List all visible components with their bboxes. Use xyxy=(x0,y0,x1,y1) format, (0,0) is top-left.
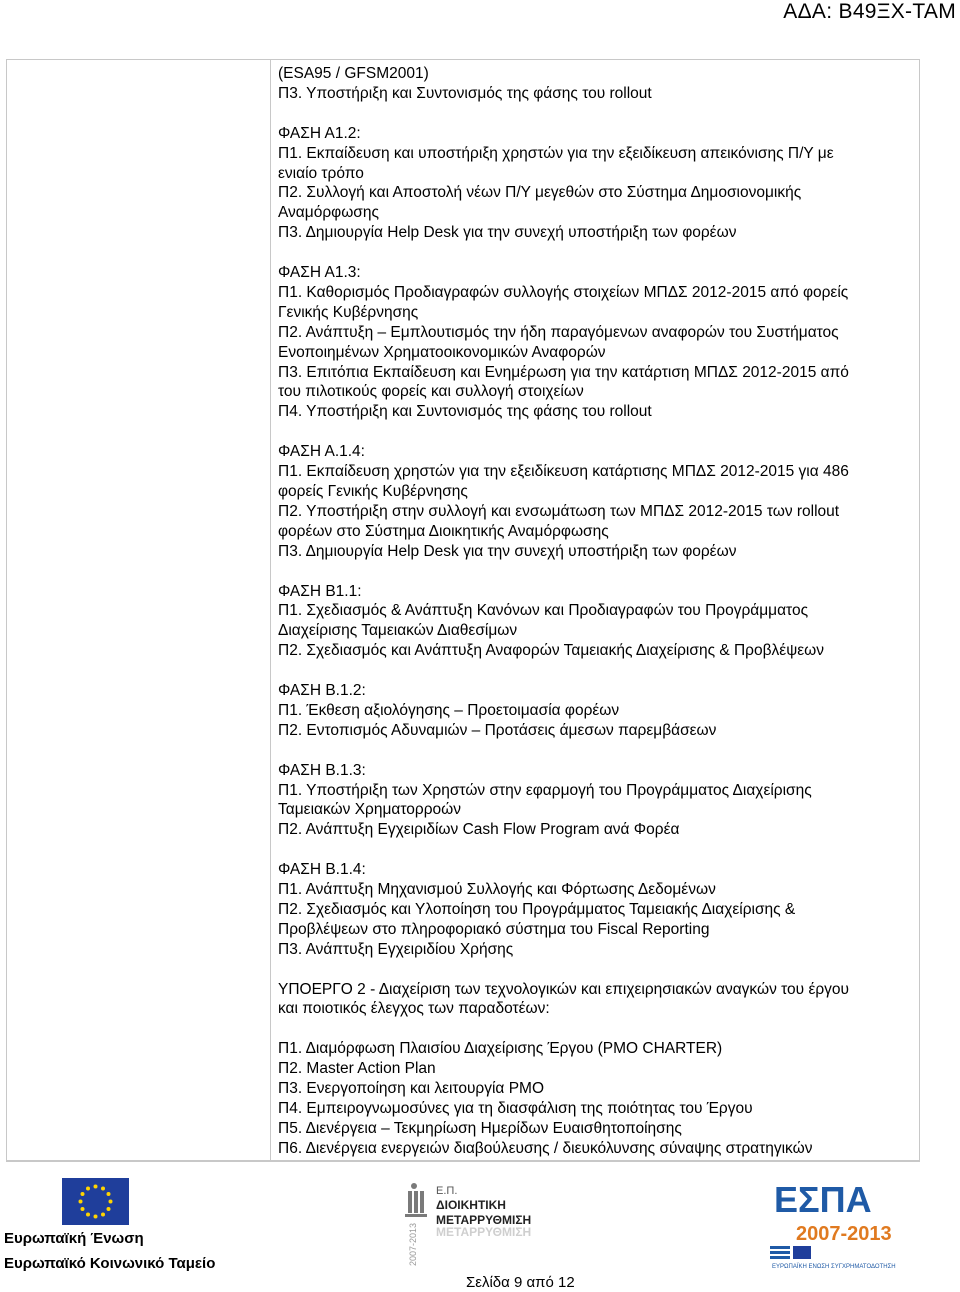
reform-title-1: ΔΙΟΙΚΗΤΙΚΗ xyxy=(436,1198,506,1212)
text-line: Π2. Υποστήριξη στην συλλογή και ενσωμάτωση των ΜΠΔΣ 2012-2015 των rollout xyxy=(278,502,840,520)
text-line: Π3. Δημιουργία Help Desk για την συνεχή υποστήριξη των φορέων xyxy=(278,542,737,560)
eu-flag-small-icon xyxy=(793,1246,811,1259)
blank-line xyxy=(278,840,908,860)
reform-title-reflection: ΜΕΤΑΡΡΥΘΜΙΣΗ xyxy=(436,1225,532,1239)
text-line: φορέων στο Σύστημα Διοικητικής Αναμόρφωσης xyxy=(278,522,609,540)
blank-line xyxy=(278,104,908,124)
blank-line xyxy=(278,960,908,980)
espa-title: ΕΣΠΑ xyxy=(774,1179,872,1220)
eu-star-icon xyxy=(86,1187,90,1191)
text-line: φορείς Γενικής Κυβέρνησης xyxy=(278,482,468,500)
eu-star-icon xyxy=(107,1192,111,1196)
eu-star-icon xyxy=(107,1207,111,1211)
eu-flag-logo xyxy=(62,1178,129,1225)
text-line: Π3. Δημιουργία Help Desk για την συνεχή υποστήριξη των φορέων xyxy=(278,224,737,242)
text-line: ΥΠΟΕΡΓΟ 2 - Διαχείριση των τεχνολογικών και επιχειρησιακών αναγκών του έργου xyxy=(278,980,850,998)
reform-years: 2007-2013 xyxy=(408,1222,418,1266)
esf-label: Ευρωπαϊκό Κοινωνικό Ταμείο xyxy=(4,1255,216,1272)
blank-line xyxy=(278,422,908,442)
text-line: Π2. Ανάπτυξη Εγχειριδίων Cash Flow Program ανά Φορέα xyxy=(278,821,680,839)
text-line: (ESA95 / GFSM2001) xyxy=(278,65,429,82)
text-line: ΦΑΣΗ Β.1.4: xyxy=(278,861,366,879)
text-line: Π4. Υποστήριξη και Συντονισμός της φάσης του rollout xyxy=(278,403,652,421)
greek-flag-icon xyxy=(770,1246,790,1259)
text-line: Π3. Ανάπτυξη Εγχειριδίου Χρήσης xyxy=(278,940,514,958)
text-line: ΦΑΣΗ Α1.3: xyxy=(278,264,361,282)
text-line: Π1. Εκπαίδευση χρηστών για την εξειδίκευση κατάρτισης ΜΠΔΣ 2012-2015 για 486 xyxy=(278,463,849,481)
blank-line xyxy=(278,1019,908,1039)
text-line: Π6. Διενέργεια ενεργειών διαβούλευσης / διευκόλυνσης σύναψης στρατηγικών xyxy=(278,1139,813,1157)
text-line: Π2. Σχεδιασμός και Υλοποίηση του Προγράμματος Ταμειακής Διαχείρισης & xyxy=(278,900,796,918)
text-line: ενιαίο τρόπο xyxy=(278,164,364,182)
eu-star-icon xyxy=(94,1215,98,1219)
text-line: Π3. Υποστήριξη και Συντονισμός της φάσης του rollout xyxy=(278,84,652,102)
text-line: ΦΑΣΗ Β.1.3: xyxy=(278,761,366,779)
text-line: Π5. Διενέργεια – Τεκμηρίωση Ημερίδων Ευαισθητοποίησης xyxy=(278,1119,682,1137)
text-line: Π1. Ανάπτυξη Μηχανισμού Συλλογής και Φόρτωσης Δεδομένων xyxy=(278,881,716,899)
text-line: Π2. Σχεδιασμός και Ανάπτυξη Αναφορών Ταμειακής Διαχείρισης & Προβλέψεων xyxy=(278,642,825,660)
document-ada-code: ΑΔΑ: Β49ΞΧ-ΤΑΜ xyxy=(783,0,956,23)
text-line: Π2. Συλλογή και Αποστολή νέων Π/Υ μεγεθών στο Σύστημα Δημοσιονομικής xyxy=(278,184,802,202)
text-line: ΦΑΣΗ Α1.2: xyxy=(278,124,361,142)
text-line: Π2. Εντοπισμός Αδυναμιών – Προτάσεις άμεσων παρεμβάσεων xyxy=(278,721,717,739)
text-line: Π1. Καθορισμός Προδιαγραφών συλλογής στοιχείων ΜΠΔΣ 2012-2015 από φορείς xyxy=(278,283,849,301)
eu-star-icon xyxy=(109,1200,113,1204)
blank-line xyxy=(278,243,908,263)
eu-star-icon xyxy=(94,1185,98,1189)
eu-label: Ευρωπαϊκή Ένωση xyxy=(4,1230,144,1247)
eu-star-icon xyxy=(86,1213,90,1217)
espa-logo xyxy=(768,1178,918,1270)
text-line: Π1. Σχεδιασμός & Ανάπτυξη Κανόνων και Προδιαγραφών του Προγράμματος xyxy=(278,602,809,620)
eu-star-icon xyxy=(81,1192,85,1196)
blank-line xyxy=(278,741,908,761)
text-line: Π4. Εμπειρογνωμοσύνες για τη διασφάλιση της ποιότητας του Έργου xyxy=(278,1099,753,1117)
document-body xyxy=(278,64,908,1159)
text-line: Ενοποιημένων Χρηματοοικονομικών Αναφορών xyxy=(278,343,606,361)
text-line: Π1. Υποστήριξη των Χρηστών στην εφαρμογή του Προγράμματος Διαχείρισης xyxy=(278,781,812,799)
eu-star-icon xyxy=(101,1187,105,1191)
text-line: και ποιοτικός έλεγχος των παραδοτέων: xyxy=(278,1000,550,1018)
eu-star-icon xyxy=(101,1213,105,1217)
text-line: Π2. Master Action Plan xyxy=(278,1060,436,1078)
text-line: Διαχείρισης Ταμειακών Διαθεσίμων xyxy=(278,622,518,640)
text-line: Π1. Διαμόρφωση Πλαισίου Διαχείρισης Έργου (PMO CHARTER) xyxy=(278,1040,723,1058)
espa-years: 2007-2013 xyxy=(796,1223,892,1245)
eu-star-icon xyxy=(81,1207,85,1211)
espa-caption: ΕΥΡΩΠΑΪΚΗ ΕΝΩΣΗ ΣΥΓΧΡΗΜΑΤΟΔΟΤΗΣΗ xyxy=(772,1264,896,1270)
blank-line xyxy=(278,562,908,582)
text-line: Γενικής Κυβέρνησης xyxy=(278,303,419,321)
text-line: ΦΑΣΗ Β.1.2: xyxy=(278,682,366,700)
text-line: Π3. Ενεργοποίηση και λειτουργία PMO xyxy=(278,1080,545,1098)
text-line: Π1. Έκθεση αξιολόγησης – Προετοιμασία φορέων xyxy=(278,701,620,719)
text-line: Π2. Ανάπτυξη – Εμπλουτισμός την ήδη παραγόμενων αναφορών του Συστήματος xyxy=(278,323,839,341)
reform-title-2: ΜΕΤΑΡΡΥΘΜΙΣΗ xyxy=(436,1213,532,1227)
table-column-divider xyxy=(270,60,271,1160)
table-bottom-border xyxy=(6,1161,920,1162)
blank-line xyxy=(278,661,908,681)
text-line: ΦΑΣΗ Β1.1: xyxy=(278,582,362,600)
text-line: Ταμειακών Χρηματορροών xyxy=(278,801,461,819)
eu-star-icon xyxy=(79,1200,83,1204)
administrative-reform-logo xyxy=(402,1178,582,1270)
text-line: Π1. Εκπαίδευση και υποστήριξη χρηστών για την εξειδίκευση απεικόνισης Π/Υ με xyxy=(278,144,834,162)
text-line: του πιλοτικούς φορείς και συλλογή στοιχείων xyxy=(278,383,584,401)
reform-ep: Ε.Π. xyxy=(436,1185,458,1197)
page-number: Σελίδα 9 από 12 xyxy=(466,1274,575,1291)
text-line: Προβλέψεων στο πληροφοριακό σύστημα του Fiscal Reporting xyxy=(278,920,710,938)
text-line: Αναμόρφωσης xyxy=(278,204,379,222)
text-line: Π3. Επιτόπια Εκπαίδευση και Ενημέρωση για την κατάρτιση ΜΠΔΣ 2012-2015 από xyxy=(278,363,849,381)
text-line: ΦΑΣΗ Α.1.4: xyxy=(278,443,365,461)
